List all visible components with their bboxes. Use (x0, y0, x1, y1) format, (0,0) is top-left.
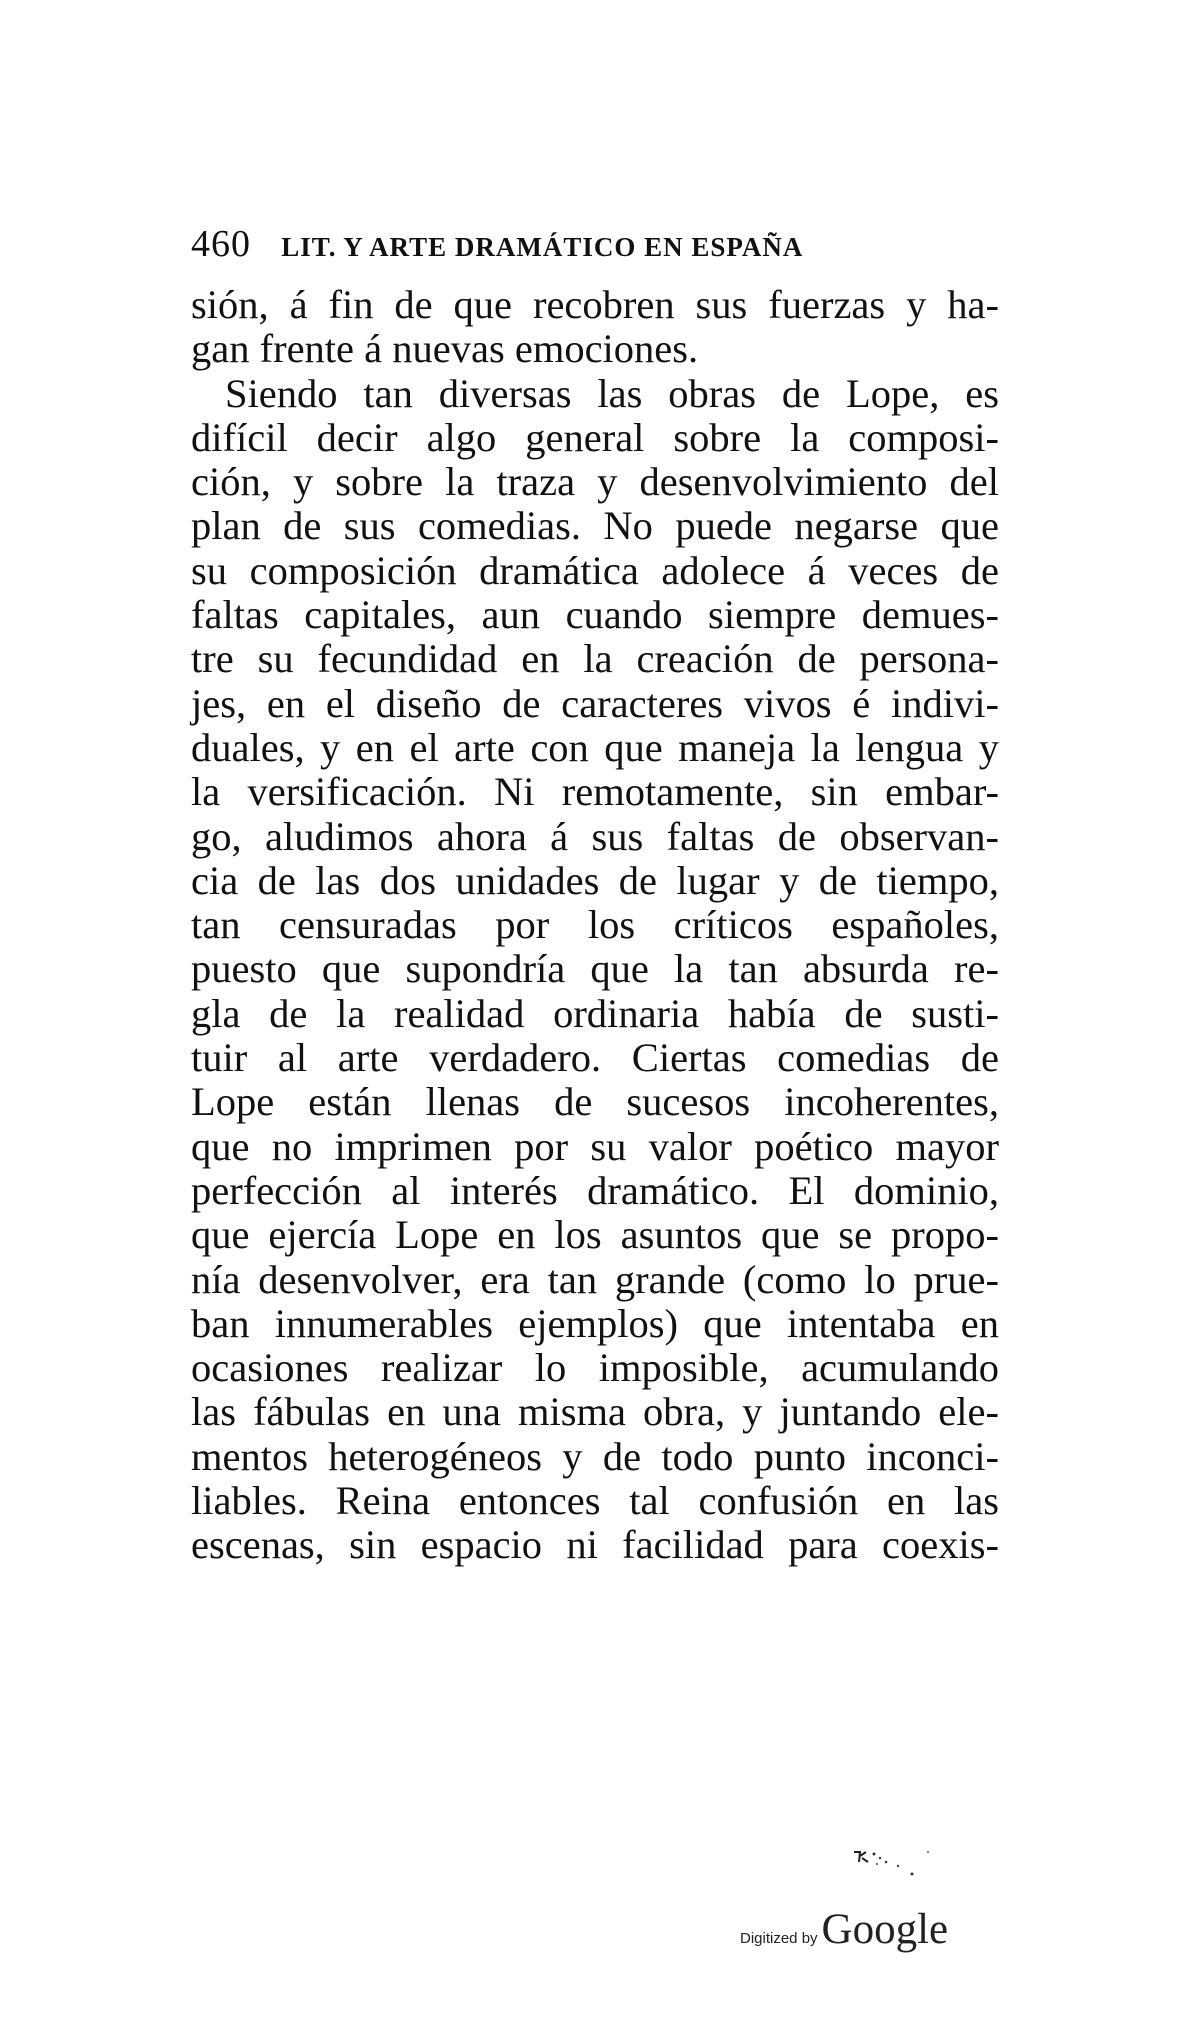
text-line: cia de las dos unidades de lugar y de tiempo, (191, 857, 999, 903)
text-line: jes, en el diseño de caracteres vivos é indivi- (191, 680, 999, 726)
text-line: la versificación. Ni remotamente, sin embar- (191, 769, 999, 815)
body-text (191, 283, 999, 1568)
text-line: difícil decir algo general sobre la composi- (191, 414, 999, 460)
text-line: que no imprimen por su valor poético mayor (191, 1123, 999, 1169)
text-line: tre su fecundidad en la creación de persona- (191, 636, 999, 682)
text-line: go, aludimos ahora á sus faltas de observan- (191, 813, 999, 859)
text-line: su composición dramática adolece á veces de (191, 547, 999, 593)
text-line: ban innumerables ejemplos) que intentaba en (191, 1300, 999, 1346)
text-line: tuir al arte verdadero. Ciertas comedias de (191, 1035, 999, 1081)
text-line: tan censuradas por los críticos españoles, (191, 902, 999, 948)
page-header (191, 222, 991, 266)
text-line: ción, y sobre la traza y desenvolvimiento del (191, 459, 999, 505)
text-line: Siendo tan diversas las obras de Lope, es (225, 370, 999, 416)
text-line: ocasiones realizar lo imposible, acumulando (191, 1345, 999, 1391)
library-stamp-mark (850, 1842, 960, 1882)
digitized-by-label: Digitized by (740, 1930, 818, 1947)
text-line: puesto que supondría que la tan absurda re- (191, 946, 999, 992)
text-line: nía desenvolver, era tan grande (como lo prue- (191, 1256, 999, 1302)
text-line: que ejercía Lope en los asuntos que se propo- (191, 1212, 999, 1258)
text-line: Lope están llenas de sucesos incoherentes, (191, 1079, 999, 1125)
text-line: escenas, sin espacio ni facilidad para coexis- (191, 1522, 999, 1568)
google-logo: Google (821, 1906, 949, 1953)
text-line: las fábulas en una misma obra, y juntando ele- (191, 1389, 999, 1435)
text-line: duales, y en el arte con que maneja la lengua y (191, 724, 999, 770)
text-line: perfección al interés dramático. El dominio, (191, 1167, 999, 1213)
text-line: mentos heterogéneos y de todo punto inconci- (191, 1433, 999, 1479)
text-line: sión, á fin de que recobren sus fuerzas y ha- (191, 282, 999, 327)
digitized-by-google-watermark (740, 1905, 948, 1954)
running-title: LIT. Y ARTE DRAMÁTICO EN ESPAÑA (281, 232, 804, 262)
text-line: gan frente á nuevas emociones. (191, 326, 699, 372)
text-line: plan de sus comedias. No puede negarse que (191, 503, 999, 549)
text-line: gla de la realidad ordinaria había de susti- (191, 990, 999, 1036)
page-number: 460 (191, 223, 251, 265)
text-line: liables. Reina entonces tal confusión en las (191, 1478, 999, 1524)
text-line: faltas capitales, aun cuando siempre demues- (191, 592, 999, 638)
